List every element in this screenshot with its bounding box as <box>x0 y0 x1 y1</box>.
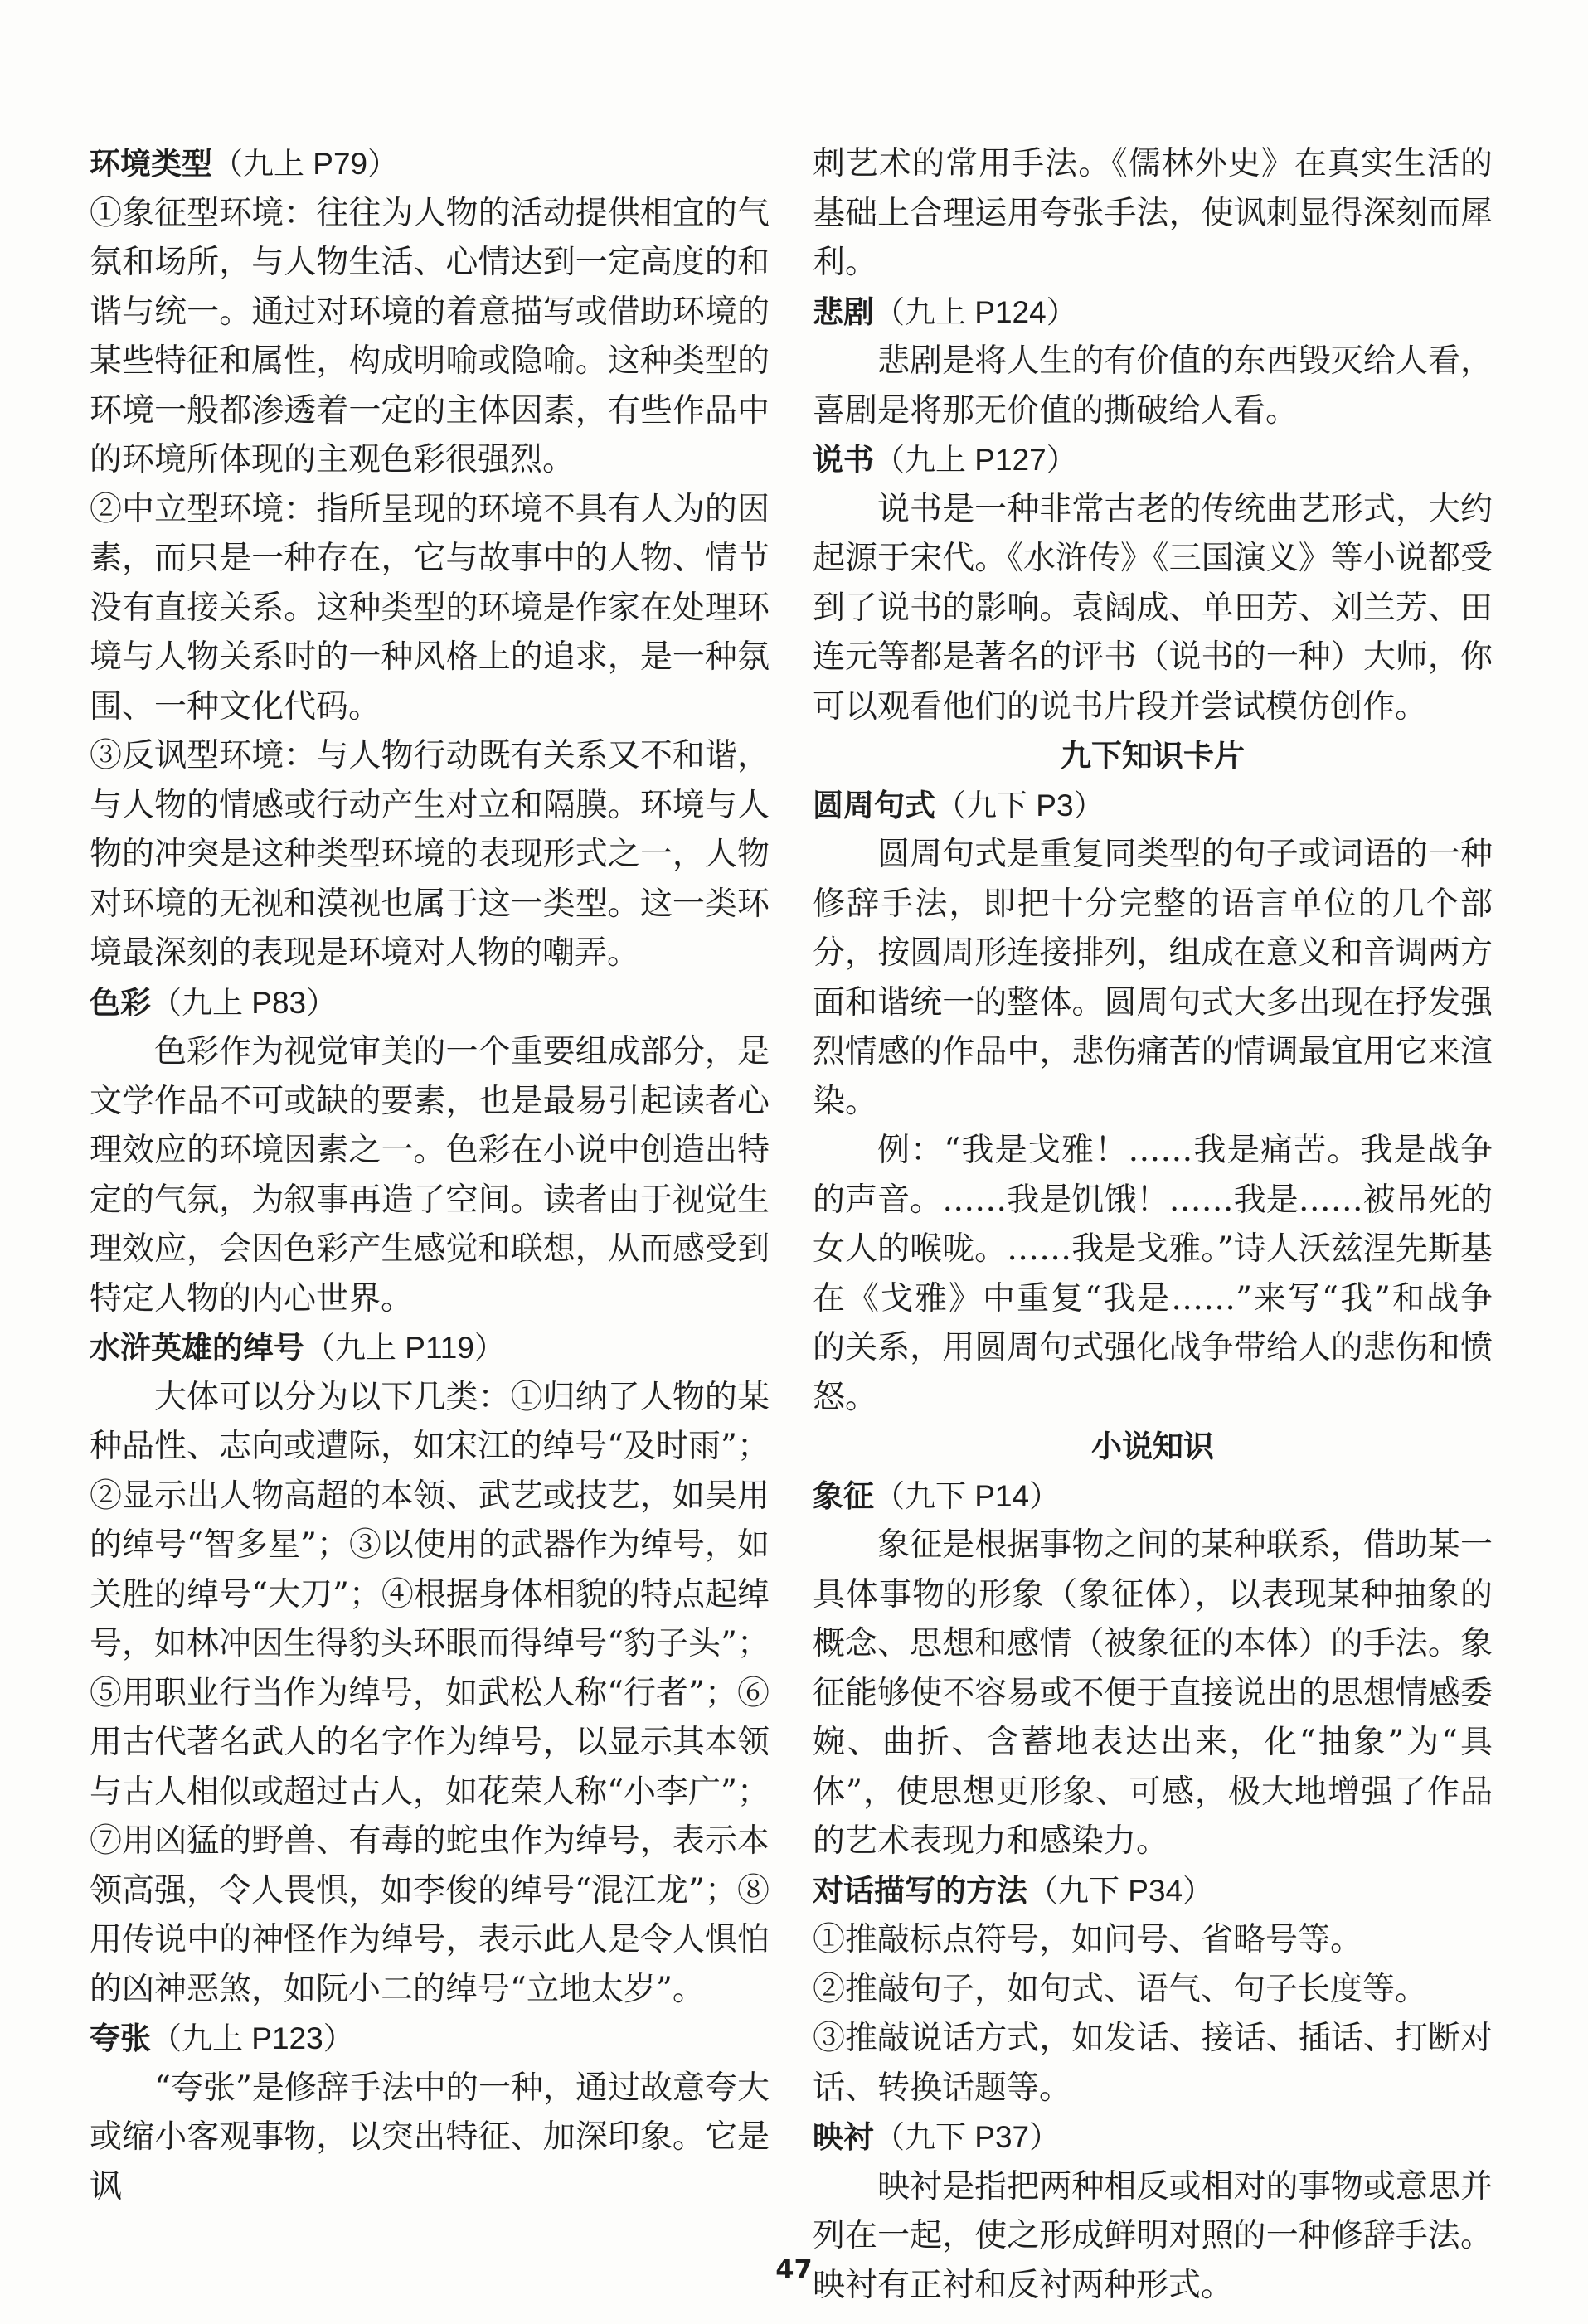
section-heading-dialogue <box>813 1866 1493 1916</box>
section-heading-tragedy <box>813 288 1493 337</box>
heading-text: 悲剧 <box>813 294 874 330</box>
section-heading-nicknames <box>90 1323 770 1373</box>
paragraph: 色彩作为视觉审美的一个重要组成部分，是文学作品不可或缺的要素，也是最易引起读者心理效应的环境因素之一。色彩在小说中创造出特定的气氛，为叙事再造了空间。读者由于视觉生理效应，会因色彩产生感觉和联想，从而感受到特定人物的内心世界。 <box>90 1033 770 1317</box>
heading-text: 说书 <box>813 442 874 478</box>
paragraph: ③推敲说话方式，如发话、接话、插话、打断对话、转换话题等。 <box>813 2020 1493 2107</box>
paragraph: ①象征型环境：往往为人物的活动提供相宜的气氛和场所，与人物生活、心情达到一定高度的和谐与统一。通过对环境的着意描写或借助环境的某些特征和属性，构成明喻或隐喻。这种类型的环境一般都渗透着一定的主体因素，有些作品中的环境所体现的主观色彩很强烈。 <box>90 194 770 478</box>
section-heading-color <box>90 978 770 1028</box>
heading-text: 夸张 <box>90 2021 151 2056</box>
paragraph: ③反讽型环境：与人物行动既有关系又不和谐，与人物的情感或行动产生对立和隔膜。环境与人物的冲突是这种类型环境的表现形式之一，人物对环境的无视和漠视也属于这一类型。这一类环境最深刻的表现是环境对人物的嘲弄。 <box>90 737 770 972</box>
page-reference: （九上 P124） <box>874 294 1077 329</box>
page-reference: （九下 P37） <box>874 2120 1061 2154</box>
page-reference: （九上 P83） <box>151 985 338 1020</box>
section-heading-symbolism <box>813 1472 1493 1521</box>
page-reference: （九上 P119） <box>304 1331 505 1365</box>
page-reference: （九上 P123） <box>151 2021 354 2055</box>
paragraph-continued: 刺艺术的常用手法。《儒林外史》在真实生活的基础上合理运用夸张手法，使讽刺显得深刻而犀利。 <box>813 145 1493 281</box>
paragraph: 说书是一种非常古老的传统曲艺形式，大约起源于宋代。《水浒传》《三国演义》等小说都受到了说书的影响。袁阔成、单田芳、刘兰芳、田连元等都是著名的评书（说书的一种）大师，你可以观看他们的说书片段并尝试模仿创作。 <box>813 490 1493 725</box>
paragraph: ①推敲标点符号，如问号、省略号等。 <box>813 1921 1363 1958</box>
heading-text: 色彩 <box>90 984 151 1021</box>
paragraph: 圆周句式是重复同类型的句子或词语的一种修辞手法，即把十分完整的语言单位的几个部分，按圆周形连接排列，组成在意义和音调两方面和谐统一的整体。圆周句式大多出现在抒发强烈情感的作品中，悲伤痛苦的情调最宜用它来渲染。 <box>813 836 1493 1120</box>
heading-text: 象征 <box>813 1477 874 1514</box>
heading-text: 圆周句式 <box>813 787 935 823</box>
left-column <box>90 139 770 2211</box>
section-heading-storytelling <box>813 435 1493 485</box>
paragraph: 大体可以分为以下几类：①归纳了人物的某种品性、志向或遭际，如宋江的绰号“及时雨”；②显示出人物高超的本领、武艺或技艺，如吴用的绰号“智多星”；③以使用的武器作为绰号，如关胜的绰号“大刀”；④根据身体相貌的特点起绰号，如林冲因生得豹头环眼而得绰号“豹子头”；⑤用职业行当作为绰号，如武松人称“行者”；⑥用古代著名武人的名字作为绰号，以显示其本领与古人相似或超过古人，如花荣人称“小李广”；⑦用凶猛的野兽、有毒的蛇虫作为绰号，表示本领高强，令人畏惧，如李俊的绰号“混江龙”；⑧用传说中的神怪作为绰号，表示此人是令人惧怕的凶神恶煞，如阮小二的绰号“立地太岁”。 <box>90 1378 770 2008</box>
section-title-knowledge-cards: 九下知识卡片 <box>1061 738 1245 774</box>
heading-text: 映衬 <box>813 2119 874 2155</box>
section-heading-environment-types <box>90 139 770 189</box>
paragraph: 悲剧是将人生的有价值的东西毁灭给人看，喜剧是将那无价值的撕破给人看。 <box>813 342 1493 429</box>
section-heading-exaggeration <box>90 2014 770 2064</box>
paragraph: 映衬是指把两种相反或相对的事物或意思并列在一起，使之形成鲜明对照的一种修辞手法。映衬有正衬和反衬两种形式。 <box>813 2167 1493 2304</box>
page-reference: （九下 P3） <box>935 788 1105 822</box>
section-heading-periodic-sentence <box>813 781 1493 831</box>
right-column <box>813 139 1493 2310</box>
paragraph: 例：“我是戈雅！……我是痛苦。我是战争的声音。……我是饥饿！……我是……被吊死的女人的喉咙。……我是戈雅。”诗人沃兹涅先斯基在《戈雅》中重复“我是……”来写“我”和战争的关系，用圆周句式强化战争带给人的悲伤和愤怒。 <box>813 1132 1493 1416</box>
page-reference: （九下 P14） <box>874 1478 1061 1513</box>
heading-text: 对话描写的方法 <box>813 1872 1027 1909</box>
paragraph: “夸张”是修辞手法中的一种，通过故意夸大或缩小客观事物，以突出特征、加深印象。它是讽 <box>90 2069 770 2205</box>
page-number: 47 <box>775 2254 813 2285</box>
heading-text: 水浒英雄的绰号 <box>90 1330 304 1366</box>
page-reference: （九下 P34） <box>1027 1873 1214 1908</box>
section-heading-contrast <box>813 2113 1493 2162</box>
page-reference: （九上 P127） <box>874 443 1077 477</box>
paragraph: ②中立型环境：指所呈现的环境不具有人为的因素，而只是一种存在，它与故事中的人物、情节没有直接关系。这种类型的环境是作家在处理环境与人物关系时的一种风格上的追求，是一种氛围、一种文化代码。 <box>90 490 770 725</box>
heading-text: 环境类型 <box>90 146 212 182</box>
section-title-novel-knowledge: 小说知识 <box>1091 1429 1214 1464</box>
page-reference: （九上 P79） <box>212 147 399 181</box>
paragraph: ②推敲句子，如句式、语气、句子长度等。 <box>813 1970 1428 2008</box>
paragraph: 象征是根据事物之间的某种联系，借助某一具体事物的形象（象征体），以表现某种抽象的概念、思想和感情（被象征的本体）的手法。象征能够使不容易或不便于直接说出的思想情感委婉、曲折、含蓄地表达出来，化“抽象”为“具体”，使思想更形象、可感，极大地增强了作品的艺术表现力和感染力。 <box>813 1526 1493 1860</box>
